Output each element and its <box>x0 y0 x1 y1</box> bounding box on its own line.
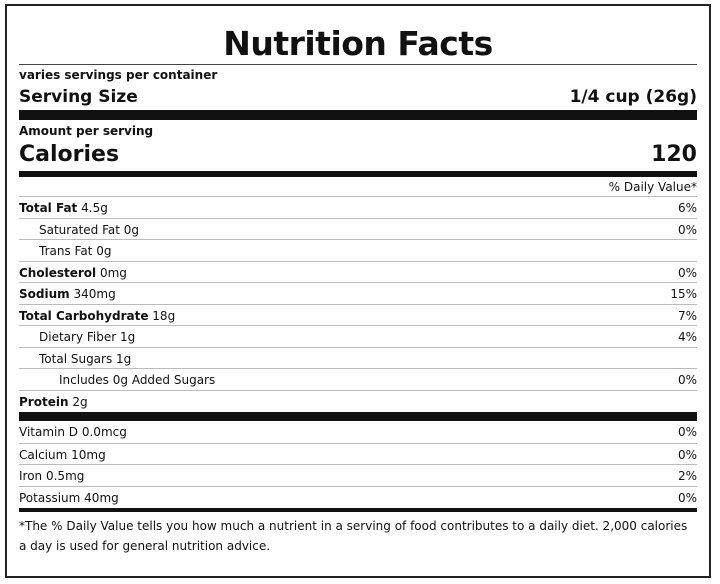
vitamin-amount: 40mg <box>84 490 119 505</box>
nutrient-daily-value: 0% <box>677 373 697 387</box>
nutrient-amount: 0mg <box>99 265 127 280</box>
calories-row <box>19 140 697 170</box>
nutrient-amount: 340mg <box>73 287 116 301</box>
title-divider <box>19 64 697 65</box>
nutrient-label: Dietary Fiber <box>39 330 117 344</box>
nutrient-list <box>19 196 697 411</box>
vitamin-name <box>19 422 127 443</box>
vitamin-label: Iron <box>19 469 43 483</box>
nutrient-row <box>19 304 697 326</box>
servings-per-container: varies servings per container <box>19 68 218 82</box>
nutrient-amount: 2g <box>72 394 88 409</box>
vitamin-label: Potassium <box>19 490 81 505</box>
vitamin-list <box>19 421 697 507</box>
nutrient-row <box>19 282 697 304</box>
medium-divider <box>19 171 697 177</box>
nutrition-facts-label <box>5 4 711 578</box>
nutrient-row <box>19 390 697 412</box>
vitamin-daily-value: 2% <box>677 469 697 483</box>
nutrient-row <box>19 239 697 261</box>
nutrient-label: Total Sugars <box>39 351 113 366</box>
vitamin-row <box>19 421 697 443</box>
nutrient-row <box>19 368 697 390</box>
nutrient-daily-value: 0% <box>677 265 697 280</box>
nutrient-label: Total Carbohydrate <box>19 308 149 323</box>
nutrient-amount: 0g <box>96 244 112 258</box>
nutrient-amount: 18g <box>152 308 176 323</box>
daily-value-header: % Daily Value* <box>608 180 697 194</box>
nutrient-name <box>39 327 135 347</box>
vitamin-name <box>19 466 84 486</box>
nutrient-name <box>19 392 88 412</box>
nutrient-name <box>19 198 108 218</box>
vitamin-daily-value: 0% <box>677 425 697 439</box>
nutrient-label: Protein <box>19 394 69 409</box>
nutrient-daily-value: 7% <box>677 308 697 323</box>
vitamin-amount: 10mg <box>71 447 106 462</box>
vitamin-daily-value: 0% <box>677 447 697 462</box>
vitamin-row <box>19 486 697 508</box>
nutrient-row <box>19 347 697 369</box>
vitamin-name <box>19 488 119 508</box>
nutrient-name <box>19 284 116 304</box>
nutrient-amount: 1g <box>120 330 136 344</box>
calories-label: Calories <box>19 142 120 167</box>
nutrient-label: Includes 0g Added Sugars <box>59 373 216 387</box>
nutrient-name <box>19 263 127 283</box>
serving-size-row <box>19 86 697 108</box>
nutrient-label: Saturated Fat <box>39 222 120 237</box>
nutrient-amount: 4.5g <box>81 201 108 215</box>
vitamin-row <box>19 464 697 486</box>
serving-size-label: Serving Size <box>19 87 138 107</box>
nutrient-daily-value: 0% <box>677 222 697 237</box>
nutrient-daily-value: 6% <box>677 201 697 215</box>
vitamin-name <box>19 445 106 465</box>
vitamin-amount: 0.5mg <box>45 469 85 483</box>
nutrient-label: Cholesterol <box>19 265 97 280</box>
amount-per-serving: Amount per serving <box>19 124 154 138</box>
nutrient-name <box>19 306 175 326</box>
vitamin-row <box>19 443 697 465</box>
nutrient-amount: 1g <box>116 351 132 366</box>
nutrient-name <box>59 370 215 390</box>
nutrient-daily-value: 15% <box>670 287 697 301</box>
nutrient-name <box>39 241 111 261</box>
nutrient-row <box>19 196 697 218</box>
nutrient-daily-value: 4% <box>677 330 697 344</box>
nutrient-row <box>19 325 697 347</box>
label-title: Nutrition Facts <box>223 24 493 63</box>
serving-size-value: 1/4 cup (26g) <box>569 87 697 107</box>
vitamin-daily-value: 0% <box>677 490 697 505</box>
nutrient-label: Sodium <box>19 287 70 301</box>
calories-value: 120 <box>651 142 697 167</box>
nutrient-row <box>19 261 697 283</box>
vitamin-divider <box>19 412 697 421</box>
vitamin-label: Calcium <box>19 447 68 462</box>
nutrient-label: Total Fat <box>19 201 78 215</box>
nutrient-label: Trans Fat <box>39 244 93 258</box>
footnote: *The % Daily Value tells you how much a nutrient in a serving of food contributes to a daily diet. 2,000 calories a day is used for general nutrition advice. <box>19 508 697 556</box>
nutrient-row <box>19 218 697 240</box>
vitamin-label: Vitamin D <box>19 425 79 439</box>
nutrient-name <box>39 220 139 240</box>
thick-divider <box>19 110 697 120</box>
nutrient-name <box>39 349 131 369</box>
nutrient-amount: 0g <box>123 222 140 237</box>
vitamin-amount: 0.0mcg <box>81 425 127 439</box>
